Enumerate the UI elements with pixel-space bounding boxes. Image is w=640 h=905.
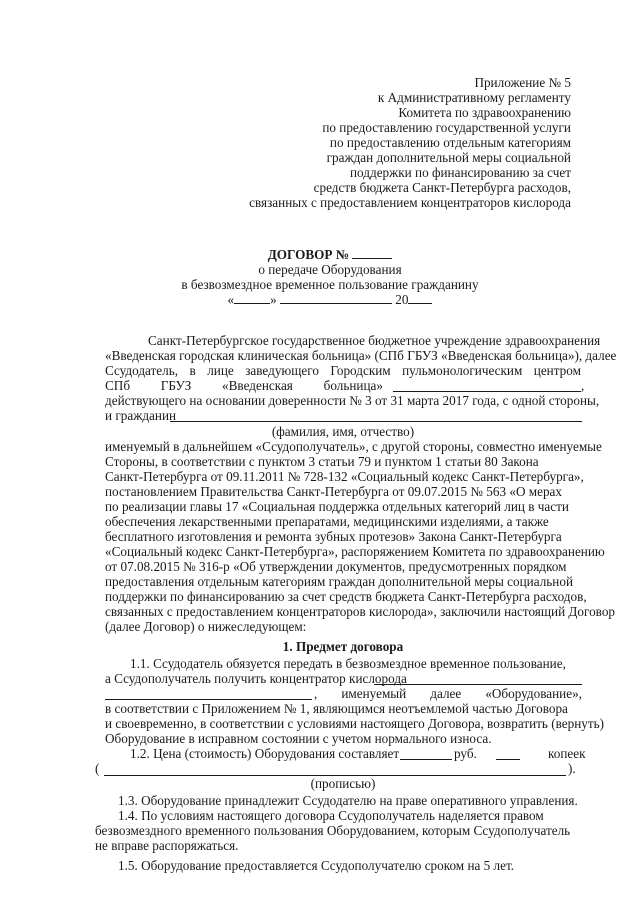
- intro-line: связанных с предоставлением концентраторов кислорода», заключили настоящий Договор: [105, 604, 616, 619]
- clause-1-4: не вправе распоряжаться.: [95, 838, 239, 853]
- clause-1-5: 1.5. Оборудование предоставляется Ссудополучателю сроком на 5 лет.: [118, 858, 515, 873]
- intro-line: бесплатного изготовления и ремонта зубных протезов» Закона Санкт-Петербурга: [105, 529, 562, 544]
- intro-line: «Социальный кодекс Санкт-Петербурга», распоряжением Комитета по здравоохранению: [105, 544, 605, 559]
- clause-1-1: а Ссудополучатель получить концентратор кислорода: [105, 671, 407, 686]
- intro-line: «Введенская городская клиническая больница» (СПб ГБУЗ «Введенская больница»), далее: [105, 348, 617, 363]
- clause-1-1: 1.1. Ссудодатель обязуется передать в безвозмездное временное пользование,: [130, 656, 566, 671]
- clause-1-1: и своевременно, в соответствии с условиями настоящего Договора, возвратить (вернуть): [105, 716, 605, 731]
- appendix-line: граждан дополнительной меры социальной: [326, 150, 571, 165]
- appendix-line: Комитета по здравоохранению: [398, 105, 571, 120]
- intro-line: действующего на основании доверенности № 3 от 31 марта 2017 года, с одной стороны,: [105, 393, 600, 408]
- contract-date: « » 20: [0, 292, 640, 307]
- contract-title: ДОГОВОР №: [0, 247, 640, 262]
- intro-line: поддержки по финансированию за счет средств бюджета Санкт-Петербурга расходов,: [105, 589, 587, 604]
- section-heading: 1. Предмет договора: [282, 639, 404, 654]
- document-page: Приложение № 5 к Административному регламенту Комитета по здравоохранению по предоставлению государственной услуги по предоставлению отдельным категориям граждан дополнительной меры социальной поддержки по финансированию за счет средств бюджета Санкт-Петербурга расходов, связанных с предоставлением концентраторов кислорода ДОГОВОР № о передаче Оборудования в безвозмездное временное пользование гражданину « » 20 Санкт-Петербургское государственное бюджетное учреждение здравоохранения «Введенская городская клиническая больница» (СПб ГБУЗ «Введенская больница»), далее Ссудодатель, в лице заведующего Городским пульмонологическим центром СПб ГБУЗ «Введенская больница» , действующего на основании доверенности № 3 от 31 марта 2017 года, с одной стороны, и гражданин (фамилия, имя, отчество) именуемый в дальнейшем «Ссудополучатель», с другой стороны, совместно именуемые Стороны, в соответствии с пунктом 3 статьи 79 и пунктом 1 статьи 80 Закона Санкт-Петербурга от 09.11.2011 № 728-132 «Социальный кодекс Санкт-Петербурга», постановлением Правительства Санкт-Петербурга от 09.07.2015 № 563 «О мерах по реализации главы 17 «Социальная поддержка отдельных категорий лиц в части обеспечения лекарственными препаратами, медицинскими изделиями, а также бесплатного изготовления и ремонта зубных протезов» Закона Санкт-Петербурга «Социальный кодекс Санкт-Петербурга», распоряжением Комитета по здравоохранению от 07.08.2015 № 316-р «Об утверждении документов, предусмотренных порядком предоставления отдельным категориям граждан дополнительной меры социальной поддержки по финансированию за счет средств бюджета Санкт-Петербурга расходов, связанных с предоставлением концентраторов кислорода», заключили настоящий Договор (далее Договор) о нижеследующем: 1. Предмет договора 1.1. Ссудодатель обязуется передать в безвозмездное временное пользование, а Ссудополучатель получить концентратор кислорода , именуемый далее «Оборудование», в соответствии с Приложением № 1, являющимся неотъемлемой частью Договора и своевременно, в соответствии с условиями настоящего Договора, возвратить (вернуть) Оборудование в исправном состоянии с учетом нормального износа. 1.2. Цена (стоимость) Оборудования составляет руб. копеек ( ). (прописью) 1.3. Оборудование принадлежит Ссудодателю на праве оперативного управления. 1.4. По условиям настоящего договора Ссудополучатель наделяется правом безвозмездного временного пользования Оборудованием, которым Ссудополучатель не вправе распоряжаться. 1.5. Оборудование предоставляется Ссудополучателю сроком на 5 лет.: [0, 0, 640, 905]
- appendix-line: по предоставлению государственной услуги: [322, 120, 571, 135]
- appendix-line: связанных с предоставлением концентраторов кислорода: [249, 195, 571, 210]
- amount-caption: (прописью): [310, 776, 376, 791]
- intro-line: и гражданин: [105, 408, 177, 423]
- appendix-line: по предоставлению отдельным категориям: [329, 135, 571, 150]
- intro-line: СПб ГБУЗ «Введенская больница»: [105, 378, 383, 393]
- kopecks-blank: [496, 759, 520, 760]
- appendix-line: поддержки по финансированию за счет: [350, 165, 571, 180]
- intro-line: Санкт-Петербургское государственное бюджетное учреждение здравоохранения: [148, 333, 601, 348]
- clause-1-1: в соответствии с Приложением № 1, являющимся неотъемлемой частью Договора: [105, 701, 568, 716]
- clause-1-1: , именуемый далее «Оборудование»,: [314, 686, 582, 701]
- fill-line: [393, 391, 581, 392]
- intro-line: Санкт-Петербурга от 09.11.2011 № 728-132 «Социальный кодекс Санкт-Петербурга»,: [105, 469, 584, 484]
- intro-line: Ссудодатель, в лице заведующего Городским пульмонологическим центром: [105, 363, 581, 378]
- clause-1-1: Оборудование в исправном состоянии с учетом нормального износа.: [105, 731, 492, 746]
- contract-number-blank: [352, 247, 392, 259]
- intro-line: по реализации главы 17 «Социальная поддержка отдельных категорий лиц в части: [105, 499, 569, 514]
- fill-line: [374, 684, 582, 685]
- contract-subtitle: в безвозмездное временное пользование гражданину: [181, 277, 479, 292]
- intro-line: постановлением Правительства Санкт-Петербурга от 09.07.2015 № 563 «О мерах: [105, 484, 563, 499]
- contract-subtitle: о передаче Оборудования: [258, 262, 402, 277]
- appendix-line: средств бюджета Санкт-Петербурга расходов,: [313, 180, 571, 195]
- citizen-name-line: [170, 421, 582, 422]
- fill-line: [105, 699, 312, 700]
- intro-line: (далее Договор) о нижеследующем:: [105, 619, 307, 634]
- clause-1-2: 1.2. Цена (стоимость) Оборудования составляет: [130, 746, 400, 761]
- appendix-line: к Административному регламенту: [377, 90, 571, 105]
- intro-line: обеспечения лекарственными препаратами, медицинскими изделиями, а также: [105, 514, 549, 529]
- name-caption: (фамилия, имя, отчество): [271, 424, 415, 439]
- appendix-line: Приложение № 5: [474, 75, 571, 90]
- clause-1-4: безвозмездного временного пользования Оборудованием, которым Ссудополучатель: [95, 823, 571, 838]
- clause-1-3: 1.3. Оборудование принадлежит Ссудодателю на праве оперативного управления.: [118, 793, 578, 808]
- intro-line: предоставления отдельным категориям граждан дополнительной меры социальной: [105, 574, 574, 589]
- rubles-blank: [400, 759, 452, 760]
- clause-1-4: 1.4. По условиям настоящего договора Ссудополучатель наделяется правом: [118, 808, 544, 823]
- intro-line: Стороны, в соответствии с пунктом 3 статьи 79 и пунктом 1 статьи 80 Закона: [105, 454, 539, 469]
- intro-line: от 07.08.2015 № 316-р «Об утверждении документов, предусмотренных порядком: [105, 559, 567, 574]
- intro-line: именуемый в дальнейшем «Ссудополучатель», с другой стороны, совместно именуемые: [105, 439, 602, 454]
